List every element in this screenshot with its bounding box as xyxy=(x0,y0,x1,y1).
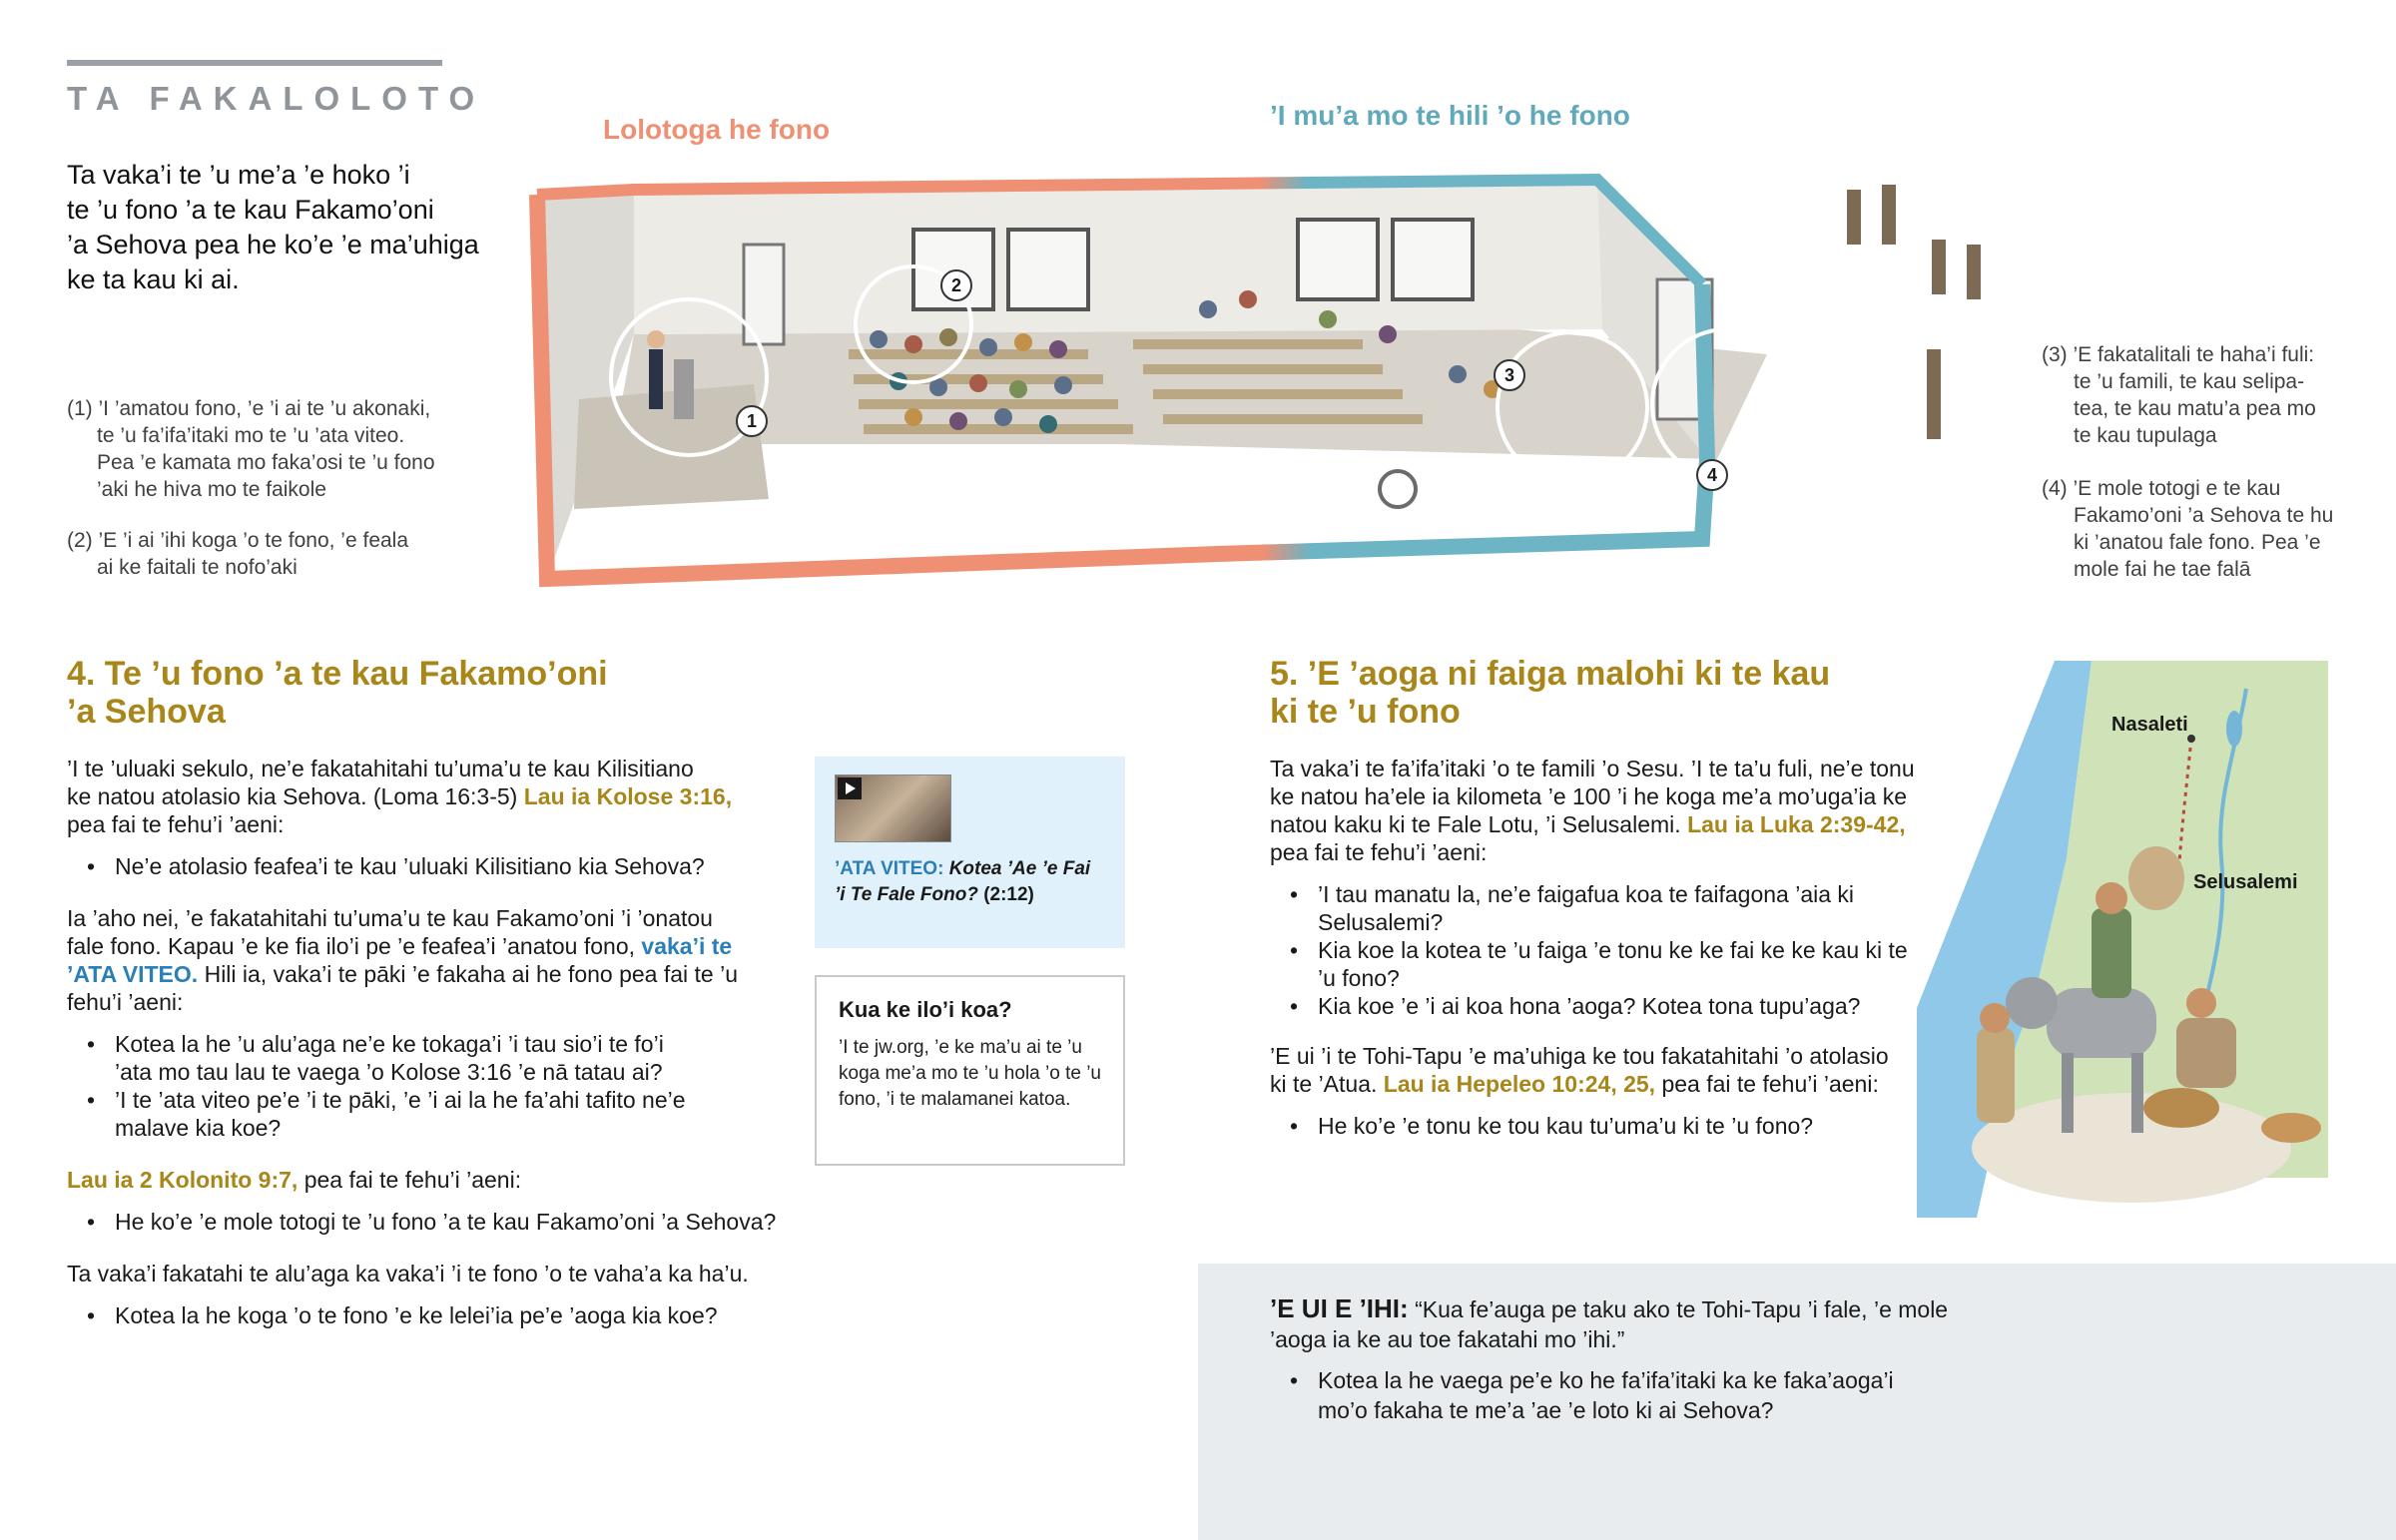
quote-text: ’E UI E ’IHI: “Kua fe’auga pe taku ako te Tohi-Tapu ’i fale, ’e mole ’aoga ia ke au toe fakatahi mo ’ihi.” xyxy=(1270,1293,1949,1352)
section-5-body xyxy=(1270,755,1939,1140)
intro-line: ’a Sehova pea he ko’e ’e ma’uhiga xyxy=(67,230,479,259)
quote-box xyxy=(1198,1264,2396,1540)
question: • ’I tau manatu la, ne’e faigafua koa te faifagona ’aia ki Selusalemi? xyxy=(1270,880,1909,936)
info-box xyxy=(815,975,1125,1166)
question-list xyxy=(67,1301,786,1329)
paragraph: ’I te ’uluaki sekulo, ne’e fakatahitahi tu’uma’u te kau Kilisitiano ke natou atolasio kia Sehova. (Loma 16:3-5) Lau ia Kolose 3:16, pea fai te fehu’i ’aeni: xyxy=(67,756,733,837)
map-lake xyxy=(2226,711,2242,747)
question-list xyxy=(1270,880,1909,1020)
section-label: TA FAKALOLOTO xyxy=(67,80,486,117)
note-4: (4) ’E mole totogi e te kau Fakamo’oni ’a Sehova te hu ki ’anatou fale fono. Pea ’e mole fai he tae falā xyxy=(2042,477,2334,581)
donkey xyxy=(2047,988,2156,1058)
question: • ’I te ’ata viteo pe’e ’i te pāki, ’e ’i ai la he fa’ahi tafito ne’e malave kia koe? xyxy=(67,1086,706,1142)
kingdom-hall-illustration xyxy=(519,160,2017,609)
paragraph: Ta vaka’i te fa’ifa’itaki ’o te famili ’o Sesu. ’I te ta’u fuli, ne’e tonu ke natou ha’ele ia kilometa ’e 100 ’i he koga me’a mo’uga’ia ke natou kaku ki te Fale Lotu, ’i Selusalemi. Lau ia Luka 2:39-42, pea fai te fehu’i ’aeni: xyxy=(1270,756,1915,865)
question: • He ko’e ’e mole totogi te ’u fono ’a te kau Fakamo’oni ’a Sehova? xyxy=(67,1208,786,1236)
question: • Kotea la he ’u alu’aga ne’e ke tokaga’i ’i tau sio’i te fo’i ’ata mo tau lau te vaega ’o Kolose 3:16 ’e nā tatau ai? xyxy=(67,1030,706,1086)
info-box-title: Kua ke ilo’i koa? xyxy=(839,997,1012,1022)
label-before-after-meeting: ’I mu’a mo te hili ’o he fono xyxy=(1270,100,1630,131)
video-link[interactable]: vaka’i te ’ATA VITEO. xyxy=(67,933,733,987)
window xyxy=(1008,230,1088,309)
note-1: (1) ’I ’amatou fono, ’e ’i ai te ’u akonaki, te ’u fa’ifa’itaki mo te ’u ’ata viteo. Pea ’e kamata mo faka’osi te ’u fono ’aki he hiva mo te faikole xyxy=(67,397,435,501)
wheelchair xyxy=(1380,471,1416,507)
header-rule xyxy=(67,60,442,66)
lectern xyxy=(674,359,694,419)
paragraph: ’E ui ’i te Tohi-Tapu ’e ma’uhiga ke tou fakatahitahi ’o atolasio ki te ’Atua. Lau ia Hepeleo 10:24, 25, pea fai te fehu’i ’aeni: xyxy=(1270,1043,1889,1097)
marker-4: 4 xyxy=(1696,459,1728,491)
play-icon[interactable] xyxy=(838,777,862,799)
question: • He ko’e ’e tonu ke tou kau tu’uma’u ki te ’u fono? xyxy=(1270,1112,1939,1140)
question-list xyxy=(67,852,786,880)
bag xyxy=(2128,846,2184,910)
window xyxy=(1298,220,1378,299)
map-label-nasaleti: Nasaleti xyxy=(2111,714,2188,736)
traveler xyxy=(2092,908,2131,998)
paragraph: Ta vaka’i fakatahi te alu’aga ka vaka’i ’i te fono ’o te vaha’a ka ha’u. xyxy=(67,1261,749,1286)
video-thumbnail[interactable] xyxy=(835,774,951,842)
intro-text xyxy=(67,158,479,297)
scripture-ref: Lau ia Luka 2:39-42, xyxy=(1687,811,1906,837)
paragraph: Ia ’aho nei, ’e fakatahitahi tu’uma’u te kau Fakamo’oni ’i ’onatou fale fono. Kapau ’e ke fia ilo’i pe ’e feafea’i ’anatou fono, vaka’i te ’ATA VITEO. Hili ia, vaka’i te pāki ’e fakaha ai he fono pea fai te ’u fehu’i ’aeni: xyxy=(67,905,739,1015)
map-label-selusalemi: Selusalemi xyxy=(2193,871,2298,893)
paragraph: Lau ia 2 Kolonito 9:7, pea fai te fehu’i ’aeni: xyxy=(67,1167,522,1193)
question: • Kia koe la kotea te ’u faiga ’e tonu ke ke fai ke ke kau ki te ’u fono? xyxy=(1270,936,1909,992)
note-2: (2) ’E ’i ai ’ihi koga ’o te fono, ’e feala ai ke faitali te nofo’aki xyxy=(67,529,409,579)
marker-1: 1 xyxy=(736,405,768,437)
question-list xyxy=(67,1030,706,1142)
info-box-text: ’I te jw.org, ’e ke ma’u ai te ’u koga me’a mo te ’u hola ’o te ’u fono, ’i te malamanei katoa. xyxy=(839,1037,1101,1110)
section-4-heading: 4. Te ’u fono ’a te kau Fakamo’oni ’a Sehova xyxy=(67,655,608,731)
video-caption: ’ATA VITEO: Kotea ’Ae ’e Fai ’i Te Fale Fono? (2:12) xyxy=(835,858,1091,905)
window xyxy=(1393,220,1473,299)
basket xyxy=(2143,1088,2219,1128)
marker-2: 2 xyxy=(940,269,972,301)
map-illustration xyxy=(1917,659,2336,1228)
question-list xyxy=(1270,1112,1939,1140)
intro-line: ke ta kau ki ai. xyxy=(67,264,240,294)
label-during-meeting: Lolotoga he fono xyxy=(603,114,831,145)
bag xyxy=(2261,1113,2321,1143)
video-box[interactable] xyxy=(815,757,1125,948)
question-list xyxy=(67,1208,786,1236)
scripture-ref: Lau ia Kolose 3:16, xyxy=(523,783,733,809)
question: • Kotea la he vaega pe’e ko he fa’ifa’itaki ka ke faka’aoga’i mo’o fakaha te me’a ’ae ’e loto ki ai Sehova? xyxy=(1270,1365,1909,1425)
scripture-ref: Lau ia 2 Kolonito 9:7, xyxy=(67,1167,299,1193)
intro-line: te ’u fono ’a te kau Fakamo’oni xyxy=(67,195,434,225)
intro-line: Ta vaka’i te ’u me’a ’e hoko ’i xyxy=(67,160,410,190)
traveler xyxy=(2176,1018,2236,1088)
question: • Kotea la he koga ’o te fono ’e ke lelei’ia pe’e ’aoga kia koe? xyxy=(67,1301,786,1329)
question: • Kia koe ’e ’i ai koa hona ’aoga? Kotea tona tupu’aga? xyxy=(1270,992,1909,1020)
traveler xyxy=(1977,1028,2015,1123)
section-4-body xyxy=(67,755,786,1329)
question: • Ne’e atolasio feafea’i te kau ’uluaki Kilisitiano kia Sehova? xyxy=(67,852,786,880)
question-list xyxy=(1270,1365,1909,1425)
map-dot-nasaleti xyxy=(2187,735,2195,743)
note-3: (3) ’E fakatalitali te haha’i fuli: te ’u famili, te kau selipa- tea, te kau matu’a pea mo te kau tupulaga xyxy=(2042,343,2316,447)
section-5-heading: 5. ’E ’aoga ni faiga malohi ki te kau ki te ’u fono xyxy=(1270,655,1831,731)
scripture-ref: Lau ia Hepeleo 10:24, 25, xyxy=(1383,1071,1656,1097)
marker-3: 3 xyxy=(1494,359,1525,391)
stage xyxy=(574,384,769,509)
